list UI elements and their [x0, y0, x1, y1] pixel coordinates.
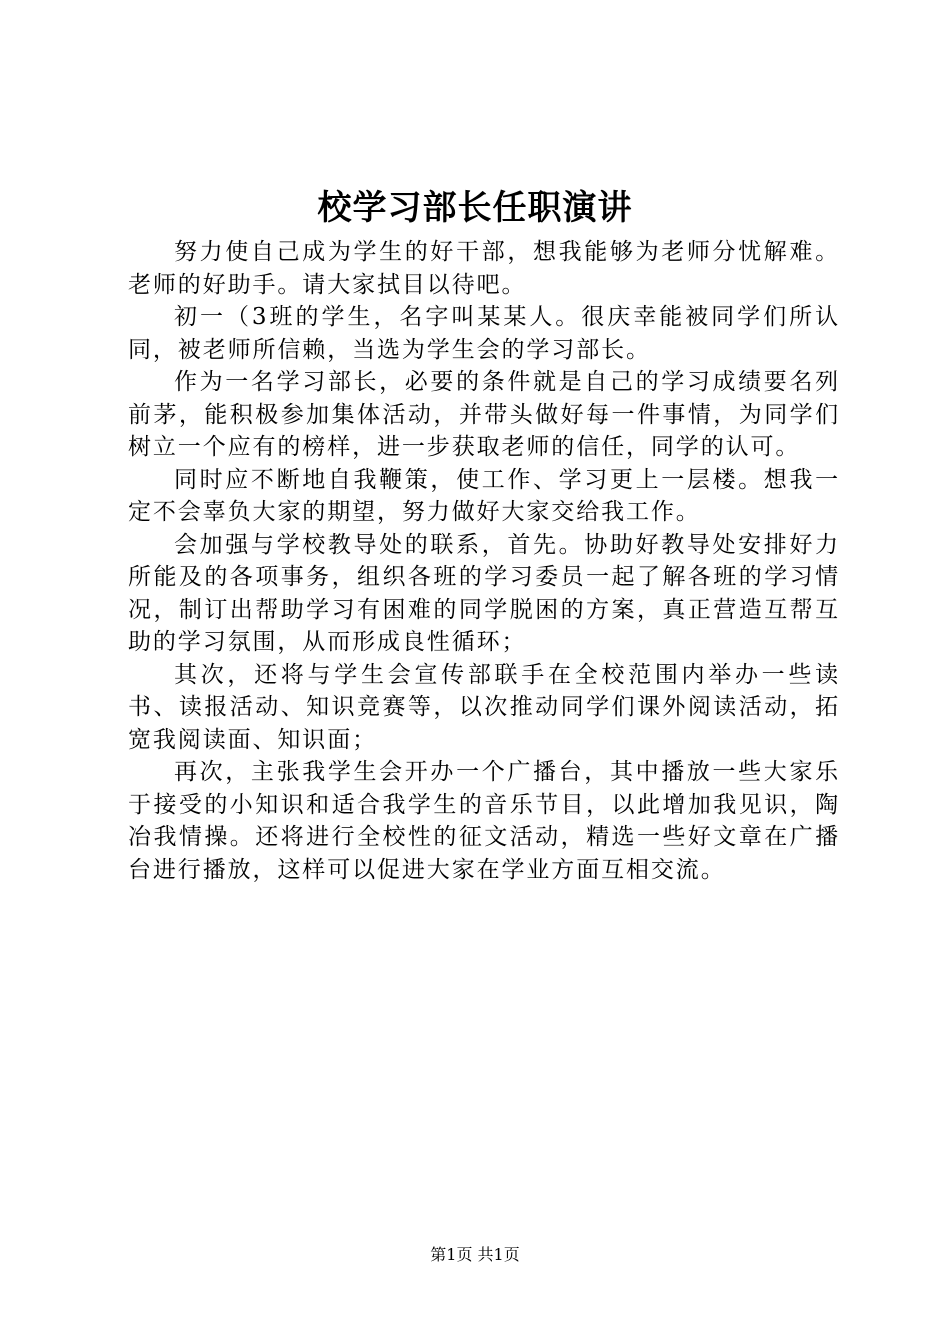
paragraph-3: 作为一名学习部长，必要的条件就是自己的学习成绩要名列前茅，能积极参加集体活动，并带头做好每一件事情，为同学们树立一个应有的榜样，进一步获取老师的信任，同学的认可。 [128, 369, 840, 460]
paragraph-2: 初一（3班的学生，名字叫某某人。很庆幸能被同学们所认同，被老师所信赖，当选为学生会的学习部长。 [128, 304, 840, 363]
paragraph-5: 会加强与学校教导处的联系，首先。协助好教导处安排好力所能及的各项事务，组织各班的学习委员一起了解各班的学习情况，制订出帮助学习有困难的同学脱困的方案，真正营造互帮互助的学习氛围，从而形成良性循环； [128, 531, 840, 655]
paragraph-1: 努力使自己成为学生的好干部，想我能够为老师分忧解难。老师的好助手。请大家拭目以待吧。 [128, 239, 840, 298]
page-footer: 第1页 共1页 [430, 1245, 520, 1264]
paragraph-4: 同时应不断地自我鞭策，使工作、学习更上一层楼。想我一定不会辜负大家的期望，努力做好大家交给我工作。 [128, 466, 840, 525]
document-body [128, 236, 840, 886]
document-title: 校学习部长任职演讲 [317, 188, 633, 228]
paragraph-7: 再次，主张我学生会开办一个广播台，其中播放一些大家乐于接受的小知识和适合我学生的音乐节目，以此增加我见识，陶冶我情操。还将进行全校性的征文活动，精选一些好文章在广播台进行播放，这样可以促进大家在学业方面互相交流。 [128, 759, 840, 883]
paragraph-6: 其次，还将与学生会宣传部联手在全校范围内举办一些读书、读报活动、知识竞赛等，以次推动同学们课外阅读活动，拓宽我阅读面、知识面； [128, 661, 840, 753]
